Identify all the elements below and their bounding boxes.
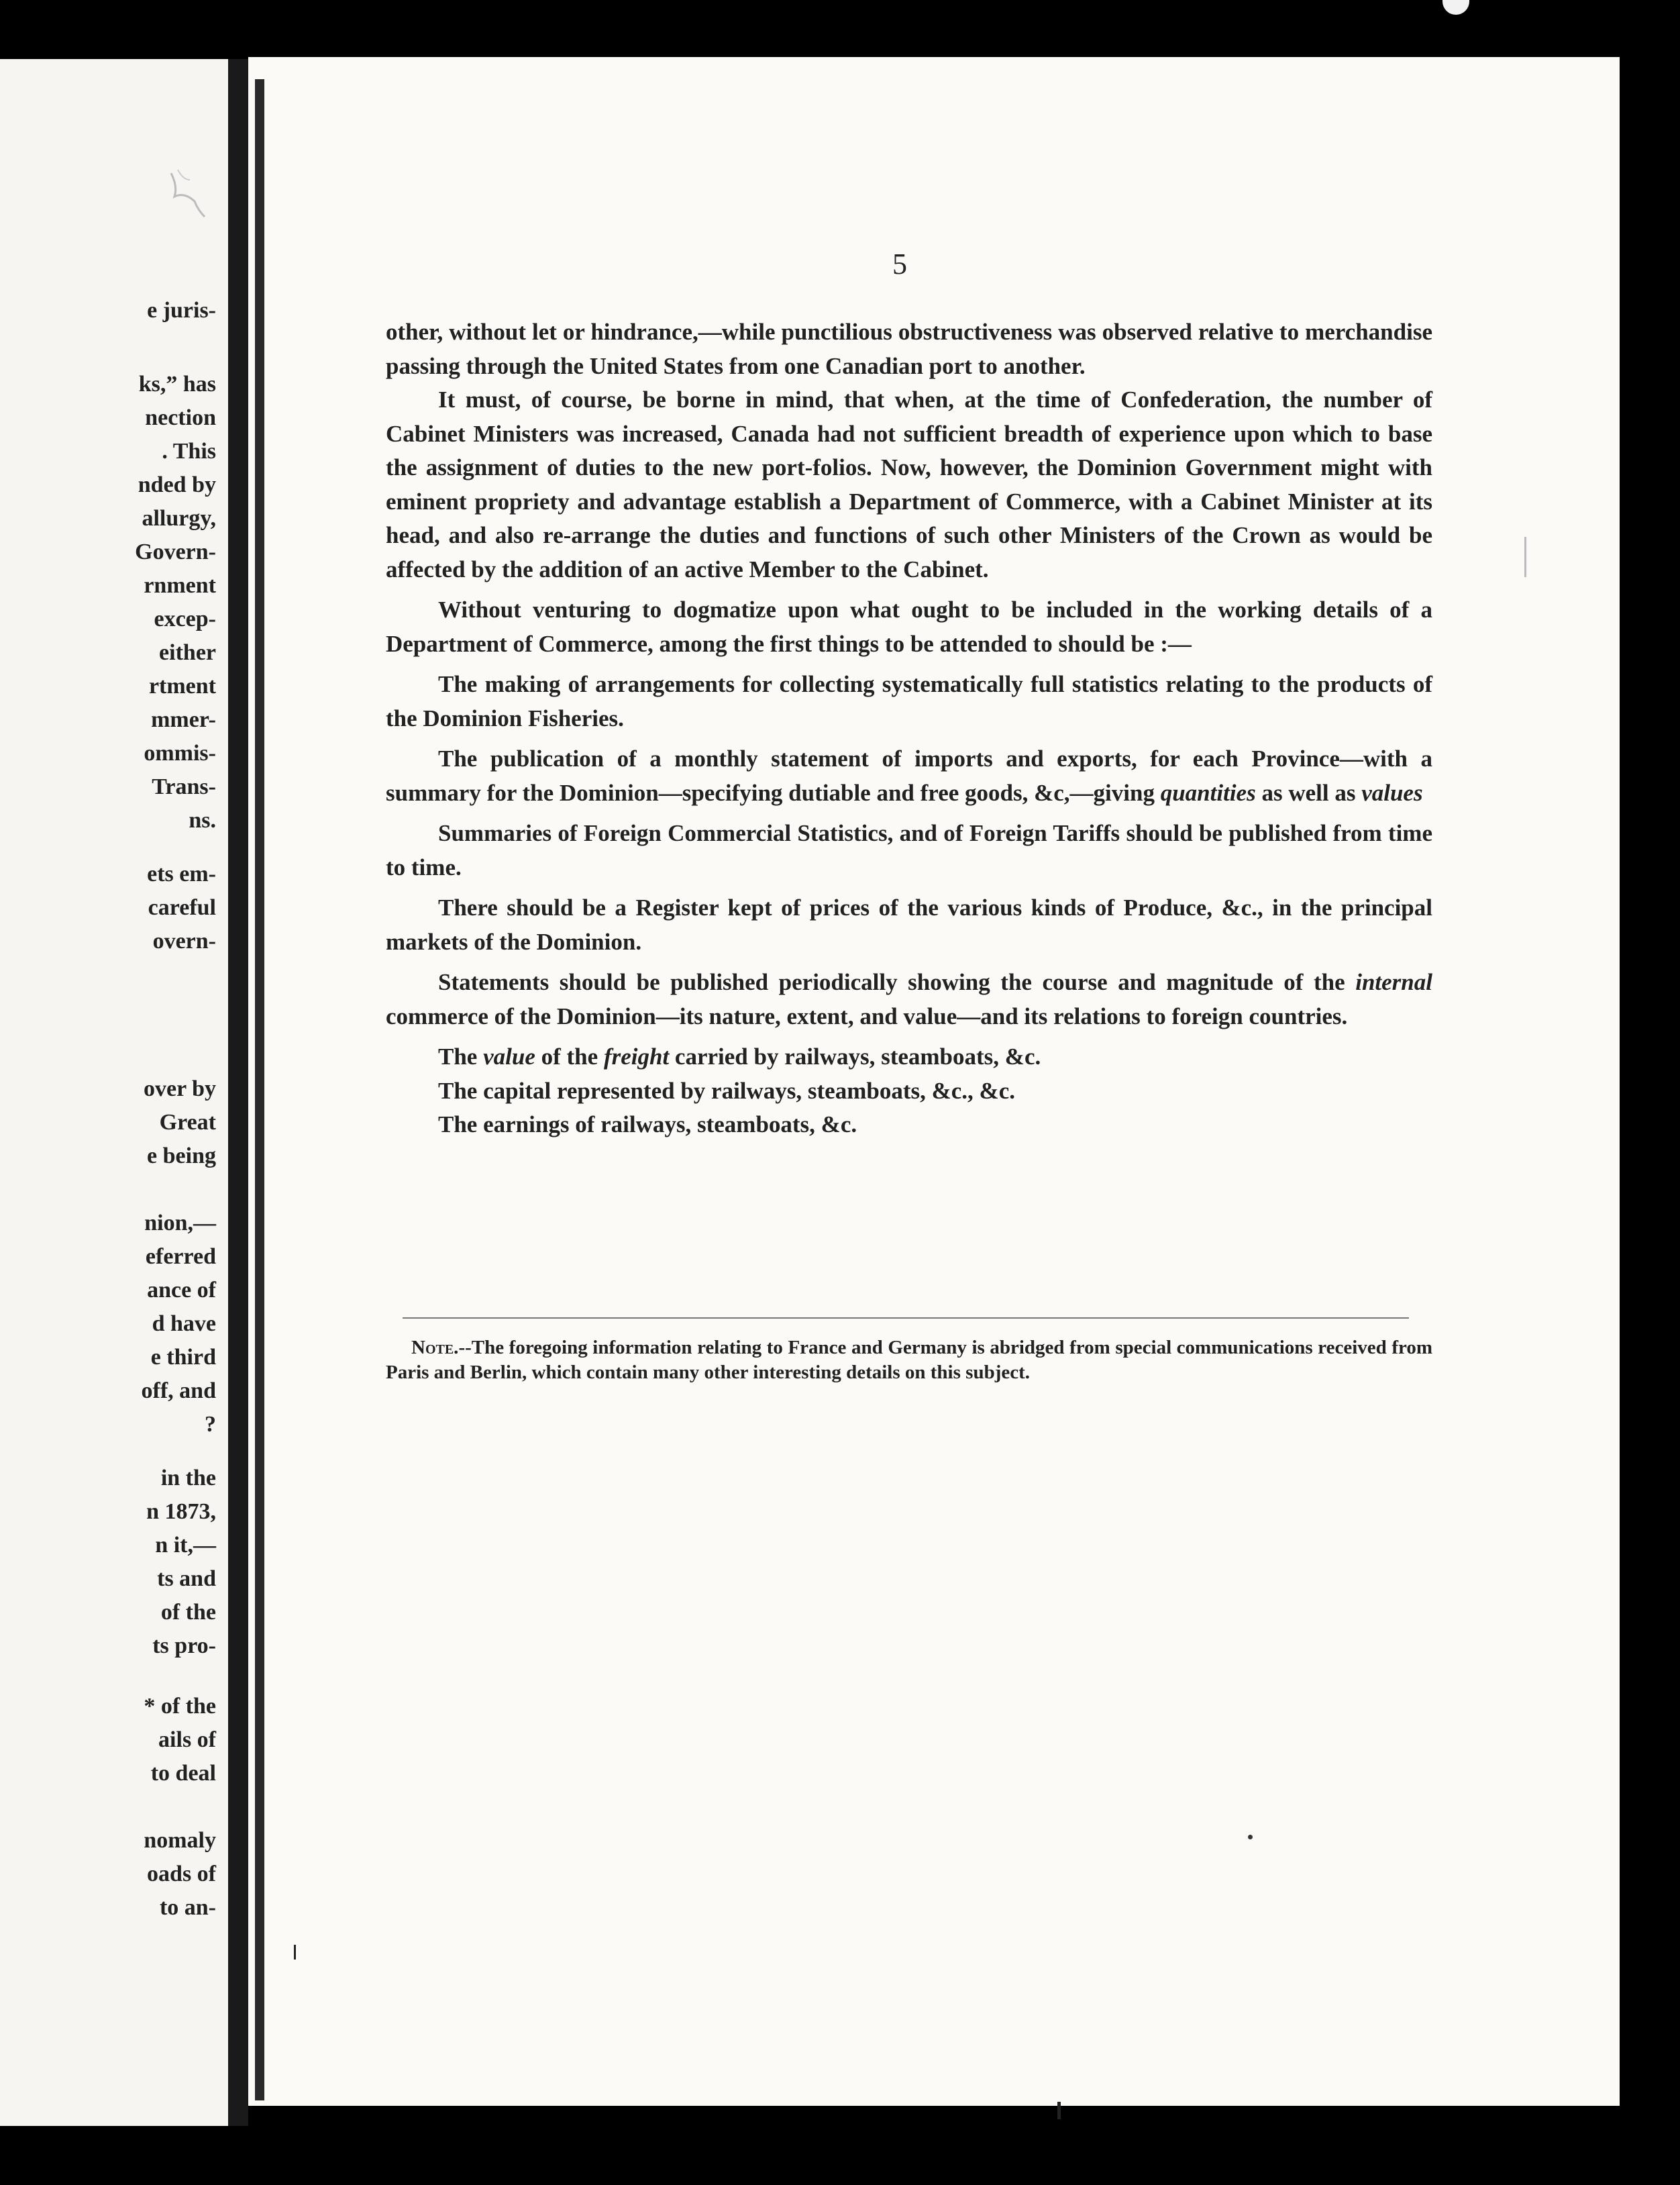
pencil-annotation	[158, 160, 211, 220]
left-page-line: ails of	[158, 1727, 216, 1752]
left-page-line: Govern-	[135, 540, 216, 564]
left-page-line: off, and	[141, 1378, 216, 1403]
body-text	[386, 315, 1432, 1142]
scan-mark	[1524, 537, 1526, 577]
left-page-line: overn-	[152, 929, 216, 954]
emphasis: freight	[603, 1044, 670, 1070]
left-page-line: ts and	[157, 1566, 216, 1591]
item-capital: The capital represented by railways, steamboats, &c., &c.	[438, 1077, 1015, 1104]
left-page-line: ?	[205, 1412, 216, 1437]
item-price-register: There should be a Register kept of prices of the various kinds of Produce, &c., in the principal markets of the Dominion.	[386, 895, 1432, 955]
left-page-line: nection	[145, 405, 216, 430]
footnote-rule	[403, 1317, 1409, 1319]
left-page-line: e third	[150, 1345, 216, 1370]
item-freight-value	[386, 1040, 1432, 1074]
item-text: commerce of the Dominion—its nature, extent, and value—and its relations to foreign countries.	[386, 1003, 1348, 1029]
paragraph-working-details: Without venturing to dogmatize upon what ought to be included in the working details of a Department of Commerce, among the first things to be attended to should be :—	[386, 597, 1432, 657]
footnote-text: --The foregoing information relating to France and Germany is abridged from special communications received from Paris and Berlin, which contain many other interesting details on this subject.	[386, 1337, 1432, 1383]
left-page-line: nion,—	[144, 1211, 216, 1235]
footnote	[386, 1335, 1432, 1385]
left-page-line: ts pro-	[152, 1633, 216, 1658]
left-page-line: n it,—	[155, 1533, 216, 1558]
left-page-line: ns.	[189, 808, 216, 833]
page-gutter	[228, 59, 248, 2126]
left-page-line: rtment	[148, 674, 216, 699]
left-page-line: oads of	[147, 1862, 216, 1886]
emphasis: values	[1361, 779, 1423, 806]
paragraph-continuation: other, without let or hindrance,—while punctilious obstructiveness was observed relative to merchandise passing through the United States from one Canadian port to another.	[386, 319, 1432, 379]
item-text: as well as	[1255, 779, 1362, 806]
left-page-line: either	[159, 640, 216, 665]
left-page-line: Great	[159, 1110, 216, 1135]
left-page-line: ks,” has	[138, 372, 216, 397]
left-page-fragment	[0, 59, 228, 2126]
emphasis: internal	[1355, 969, 1432, 995]
left-page-line: * of the	[144, 1694, 216, 1719]
left-page-line: to deal	[150, 1761, 216, 1786]
left-page-line: eferred	[145, 1244, 216, 1269]
left-page-line: nomaly	[144, 1828, 216, 1853]
scan-mark	[294, 1945, 296, 1960]
left-page-line: ommis-	[144, 741, 216, 766]
item-fisheries-statistics: The making of arrangements for collecting systematically full statistics relating to the products of the Dominion Fisheries.	[386, 671, 1432, 731]
left-page-line: of the	[160, 1600, 216, 1625]
item-internal-commerce	[386, 966, 1432, 1033]
item-foreign-statistics: Summaries of Foreign Commercial Statistics, and of Foreign Tariffs should be published from time to time.	[386, 820, 1432, 880]
speck	[1248, 1835, 1253, 1839]
left-page-line: excep-	[154, 607, 216, 631]
footnote-label: Note.	[411, 1337, 459, 1358]
emphasis: quantities	[1160, 779, 1256, 806]
paragraph-confederation: It must, of course, be borne in mind, that when, at the time of Confederation, the number of Cabinet Ministers was increased, Canada had not sufficient breadth of experience upon which to base the assignment of duties to the new port-folios. Now, however, the Dominion Government might with eminent propriety and advantage establish a Department of Commerce, with a Cabinet Minister at its head, and also re-arrange the duties and functions of such other Ministers of the Crown as would be affected by the addition of an active Member to the Cabinet.	[386, 387, 1432, 582]
left-page-line: ets em-	[147, 862, 216, 886]
scan-mark	[1057, 2102, 1061, 2119]
item-text: of the	[535, 1044, 604, 1070]
page-edge	[255, 79, 264, 2100]
item-text: Statements should be published periodically showing the course and magnitude of the	[438, 969, 1356, 995]
left-page-line: mmer-	[151, 707, 216, 732]
item-monthly-statement	[386, 742, 1432, 810]
item-earnings: The earnings of railways, steamboats, &c.	[438, 1111, 857, 1137]
left-page-line: in the	[160, 1466, 216, 1490]
left-page-line: over by	[144, 1076, 216, 1101]
left-page-line: nded by	[138, 472, 216, 497]
item-text: carried by railways, steamboats, &c.	[669, 1044, 1041, 1070]
left-page-line: rnment	[144, 573, 216, 598]
item-text: The publication of a monthly statement of imports and exports, for each Province—with a summary for the Dominion—specifying dutiable and free goods, &c,—giving	[386, 746, 1432, 806]
left-page-line: allurgy,	[142, 506, 216, 531]
left-page-line: careful	[148, 895, 216, 920]
left-page-line: . This	[162, 439, 216, 464]
scan-corner-mark	[1442, 0, 1469, 15]
left-page-line: ance of	[147, 1278, 216, 1303]
page-number: 5	[892, 248, 907, 281]
left-page-line: e juris-	[147, 298, 216, 323]
left-page-line: to an-	[159, 1895, 216, 1920]
left-page-line: e being	[147, 1144, 216, 1168]
left-page-line: Trans-	[152, 774, 216, 799]
emphasis: value	[483, 1044, 535, 1070]
left-page-line: n 1873,	[146, 1499, 216, 1524]
item-text: The	[438, 1044, 484, 1070]
left-page-line: d have	[152, 1311, 216, 1336]
